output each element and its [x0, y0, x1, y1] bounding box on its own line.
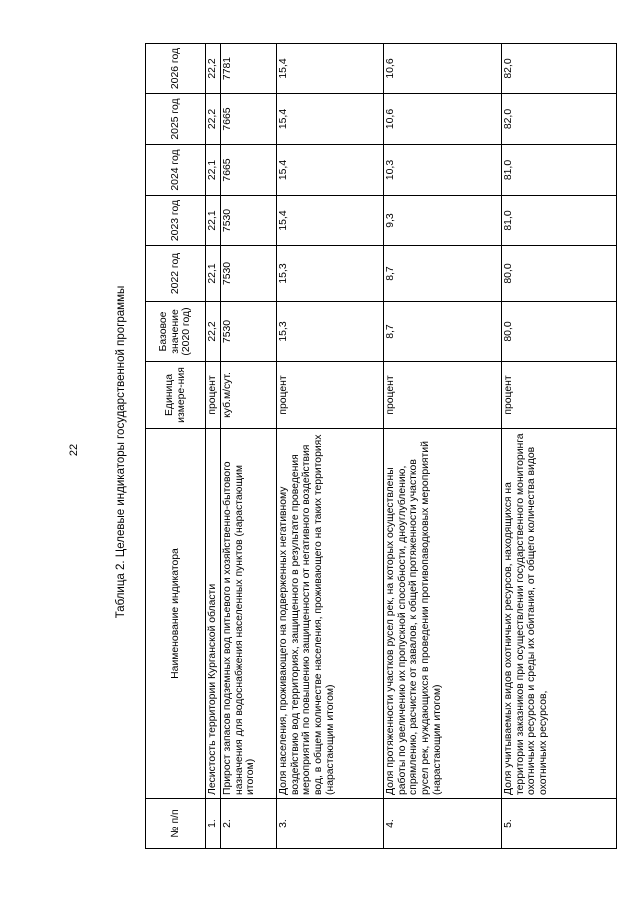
row-num: 2.	[220, 799, 276, 849]
row-unit: процент	[276, 362, 383, 429]
row-value-2023: 9,3	[383, 196, 501, 246]
row-value-2024: 15,4	[276, 145, 383, 196]
row-value-2022: 15,3	[276, 246, 383, 302]
row-name: Прирост запасов подземных вод питьевого и хозяйственно-бытового назначения для водоснабжения населенных пунктов (нарастающим итогом)	[220, 429, 276, 799]
row-num: 1.	[206, 799, 221, 849]
row-value-2025: 82,0	[501, 94, 616, 145]
row-unit: процент	[501, 362, 616, 429]
row-value-2026: 22,2	[206, 44, 221, 94]
indicator-table-container	[145, 44, 615, 849]
header-base: Базовое значение (2020 год)	[146, 302, 206, 362]
row-name: Доля протяженности участков русел рек, на которых осуществлены работы по увеличению их пропускной способности, дноуглублению, спрямлению, расчистке от завалов, к общей протяженности участков русел рек, нуждающихся в проведении противопаводковых мероприятий (нарастающим итогом)	[383, 429, 501, 799]
row-unit: процент	[206, 362, 221, 429]
row-value-2026: 10,6	[383, 44, 501, 94]
table-row	[501, 44, 616, 849]
row-value-2023: 81,0	[501, 196, 616, 246]
header-2025: 2025 год	[146, 94, 206, 145]
row-value-2022: 22,1	[206, 246, 221, 302]
row-value-2025: 15,4	[276, 94, 383, 145]
row-value-2022: 80,0	[501, 246, 616, 302]
table-row	[206, 44, 221, 849]
row-value-base: 80,0	[501, 302, 616, 362]
row-value-2022: 7530	[220, 246, 276, 302]
table-row	[276, 44, 383, 849]
header-2022: 2022 год	[146, 246, 206, 302]
header-name: Наименование индикатора	[146, 429, 206, 799]
row-num: 3.	[276, 799, 383, 849]
page-number: 22	[68, 443, 80, 457]
row-value-2025: 22,2	[206, 94, 221, 145]
row-num: 4.	[383, 799, 501, 849]
row-value-2026: 15,4	[276, 44, 383, 94]
row-value-2025: 7665	[220, 94, 276, 145]
row-name: Лесистость территории Курганской области	[206, 429, 221, 799]
row-value-2025: 10,6	[383, 94, 501, 145]
page-title: Таблица 2. Целевые индикаторы государственной программы	[115, 285, 127, 619]
table-row	[220, 44, 276, 849]
row-unit: процент	[383, 362, 501, 429]
row-value-base: 8,7	[383, 302, 501, 362]
row-value-2023: 22,1	[206, 196, 221, 246]
header-unit: Единица измере-ния	[146, 362, 206, 429]
indicators-table	[145, 43, 617, 849]
row-value-base: 15,3	[276, 302, 383, 362]
row-num: 5.	[501, 799, 616, 849]
row-name: Доля учитываемых видов охотничьих ресурсов, находящихся на территории заказников при осуществлении государственного мониторинга охотничьих ресурсов и среды их обитания, от общего количества видов охотничьих ресурсов,	[501, 429, 616, 799]
row-value-2024: 10,3	[383, 145, 501, 196]
row-unit: куб.м/сут.	[220, 362, 276, 429]
row-value-2024: 81,0	[501, 145, 616, 196]
row-value-base: 22,2	[206, 302, 221, 362]
row-value-2026: 7781	[220, 44, 276, 94]
header-2024: 2024 год	[146, 145, 206, 196]
row-value-2024: 22,1	[206, 145, 221, 196]
header-num: № п/п	[146, 799, 206, 849]
row-value-2022: 8,7	[383, 246, 501, 302]
row-value-base: 7530	[220, 302, 276, 362]
row-value-2023: 7530	[220, 196, 276, 246]
header-2026: 2026 год	[146, 44, 206, 94]
row-value-2024: 7665	[220, 145, 276, 196]
row-value-2026: 82,0	[501, 44, 616, 94]
row-name: Доля населения, проживающего на подверженных негативному воздействию вод территориях, защищенного в результате проведения мероприятий по повышению защищенности от негативного воздействия вод, в общем количестве населения, проживающего на таких территориях (нарастающим итогом)	[276, 429, 383, 799]
table-header-row	[146, 44, 206, 849]
header-2023: 2023 год	[146, 196, 206, 246]
row-value-2023: 15,4	[276, 196, 383, 246]
table-row	[383, 44, 501, 849]
